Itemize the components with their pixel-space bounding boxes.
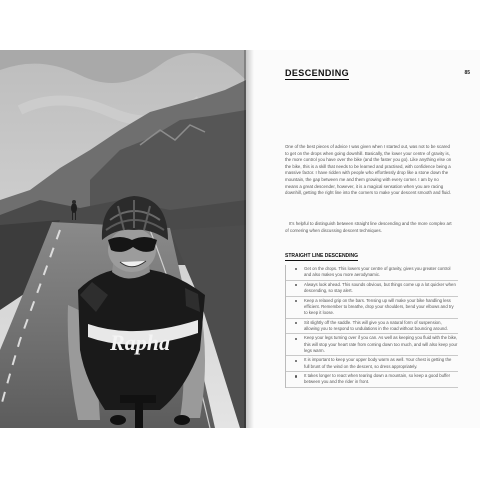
page-number: 85 (464, 70, 470, 76)
tips-list (285, 265, 458, 388)
bullet-icon (295, 360, 297, 362)
bullet-icon (295, 268, 297, 270)
second-paragraph: It's helpful to distinguish between straight line descending and the more complex art of cornering when discussing descent techniques. (285, 221, 452, 233)
list-item: Sit slightly off the saddle. This will give you a natural form of suspension, allowing you to respond to undulations in the road without bouncing around. (286, 319, 458, 335)
list-item: It is important to keep your upper body warm as well. Your chest is getting the full brunt of the wind on the descent, so dress appropriately. (286, 356, 458, 372)
bullet-icon (295, 300, 297, 302)
intro-paragraph: One of the best pieces of advice I was given when I started out, was not to be scared to get on the drops when going downhill. Basically, the lower your centre of gravity is, the more control you have over the bike (and the faster you go). Like anything else on the bike, this is a skill that needs to be learned and practised, with confidence being a massive factor. I have ridden with people who effortlessly drop like a stone down the mountain, the gap between me and them growing with every corner. I am by no means a great descender, however, it is a magical sensation when you are racing downhill, getting the right line into the corners to make your descent smooth and fluid. (285, 144, 452, 196)
bullet-icon (295, 284, 297, 286)
section-heading: STRAIGHT LINE DESCENDING (285, 253, 359, 259)
cyclist-photo (0, 50, 246, 428)
list-item: It takes longer to react when tearing down a mountain, so keep a good buffer between you and the rider in front. (286, 372, 458, 388)
bullet-icon (295, 375, 297, 377)
page-title: DESCENDING (285, 68, 350, 78)
list-item: Get on the drops. This lowers your centre of gravity, gives you greater control and also makes you more aerodynamic. (286, 265, 458, 281)
list-item: Keep your legs turning over if you can. As well as keeping you fluid with the bike, this will stop your heart rate from coming down too much, and will also keep your legs warm. (286, 334, 458, 356)
text-page (246, 50, 480, 428)
list-item: Keep a relaxed grip on the bars. Tensing up will make your bike handling less efficient. Remember to breathe, drop your shoulders, bend your elbows and try to keep it loose. (286, 297, 458, 319)
jersey-logo: Rapha (110, 330, 170, 355)
book-spread (0, 50, 480, 428)
list-item: Always look ahead. This sounds obvious, but things come up a lot quicker when descending, so stay alert. (286, 281, 458, 297)
bullet-icon (295, 322, 297, 324)
bullet-icon (295, 338, 297, 340)
